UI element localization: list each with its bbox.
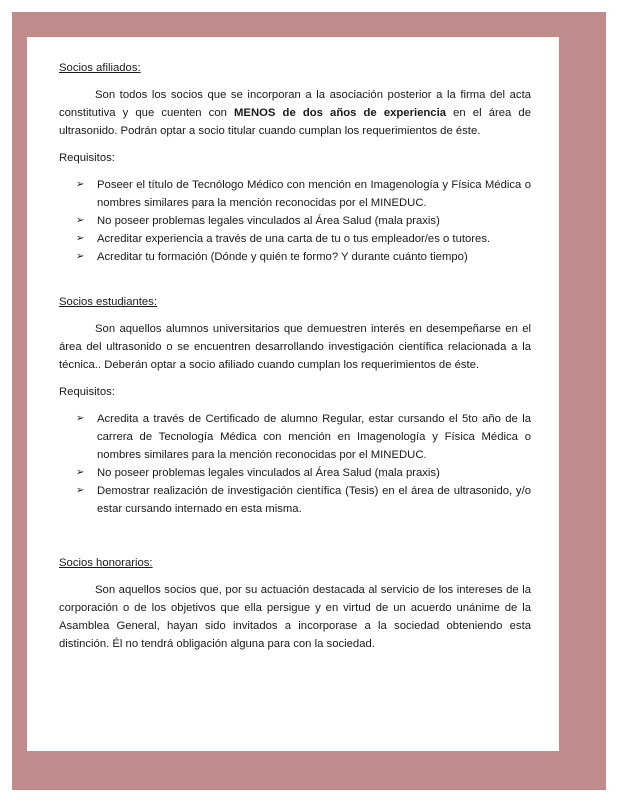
paragraph-bold-text: MENOS de dos años de experiencia bbox=[234, 107, 446, 119]
list-item bbox=[59, 248, 531, 266]
paragraph-text: en el área de ultrasonido. Podrán optar a socio titular cuando cumplan los requerimientos de éste. bbox=[59, 107, 531, 137]
arrow-bullet-icon: ➢ bbox=[76, 485, 85, 496]
list-item-text: Demostrar realización de investigación científica (Tesis) en el área de ultrasonido, y/o estar cursando internado en esta misma. bbox=[97, 485, 531, 515]
list-item bbox=[59, 464, 531, 482]
requisitos-label: Requisitos: bbox=[59, 152, 115, 164]
list-item bbox=[59, 212, 531, 230]
arrow-bullet-icon: ➢ bbox=[76, 215, 85, 226]
arrow-bullet-icon: ➢ bbox=[76, 467, 85, 478]
section-heading-estudiantes: Socios estudiantes: bbox=[59, 296, 157, 308]
list-item bbox=[59, 176, 531, 212]
arrow-bullet-icon: ➢ bbox=[76, 179, 85, 190]
requisitos-list-afiliados bbox=[59, 176, 531, 266]
list-item-text: Acreditar experiencia a través de una carta de tu o tus empleador/es o tutores. bbox=[97, 233, 491, 245]
requisitos-list-estudiantes bbox=[59, 410, 531, 518]
list-item bbox=[59, 410, 531, 464]
section-paragraph-estudiantes: Son aquellos alumnos universitarios que demuestren interés en desempeñarse en el área del ultrasonido o se encuentren desarrollando investigación científica relacionada a la técnica.. Deberán optar a socio afiliado cuando cumplan los requerimientos de éste. bbox=[59, 323, 531, 371]
section-paragraph-honorarios: Son aquellos socios que, por su actuación destacada al servicio de los intereses de la corporación o de los objetivos que ella persigue y en virtud de un acuerdo unánime de la Asamblea General, hayan sido invitados a incorporase a la sociedad obteniendo esta distinción. Él no tendrá obligación alguna para con la sociedad. bbox=[59, 584, 531, 650]
arrow-bullet-icon: ➢ bbox=[76, 251, 85, 262]
document-content bbox=[59, 59, 531, 653]
list-item-text: No poseer problemas legales vinculados al Área Salud (mala praxis) bbox=[97, 467, 440, 479]
list-item-text: Acreditar tu formación (Dónde y quién te formo? Y durante cuánto tiempo) bbox=[97, 251, 468, 263]
paragraph-text: Son todos los socios que se incorporan a la asociación posterior a la firma del acta constitutiva y que cuenten con bbox=[59, 89, 531, 119]
section-heading-afiliados: Socios afiliados: bbox=[59, 62, 141, 74]
requisitos-label: Requisitos: bbox=[59, 386, 115, 398]
list-item-text: No poseer problemas legales vinculados al Área Salud (mala praxis) bbox=[97, 215, 440, 227]
arrow-bullet-icon: ➢ bbox=[76, 413, 85, 424]
section-heading-honorarios: Socios honorarios: bbox=[59, 557, 153, 569]
arrow-bullet-icon: ➢ bbox=[76, 233, 85, 244]
list-item bbox=[59, 482, 531, 518]
document-page bbox=[27, 37, 559, 751]
list-item-text: Poseer el título de Tecnólogo Médico con mención en Imagenología y Física Médica o nombres similares para la mención reconocidas por el MINEDUC. bbox=[97, 179, 531, 209]
section-paragraph-afiliados bbox=[59, 86, 531, 140]
list-item bbox=[59, 230, 531, 248]
list-item-text: Acredita a través de Certificado de alumno Regular, estar cursando el 5to año de la carrera de Tecnología Médica con mención en Imagenología y Física Médica o nombres similares para la mención reconocidas por el MINEDUC. bbox=[97, 413, 531, 461]
